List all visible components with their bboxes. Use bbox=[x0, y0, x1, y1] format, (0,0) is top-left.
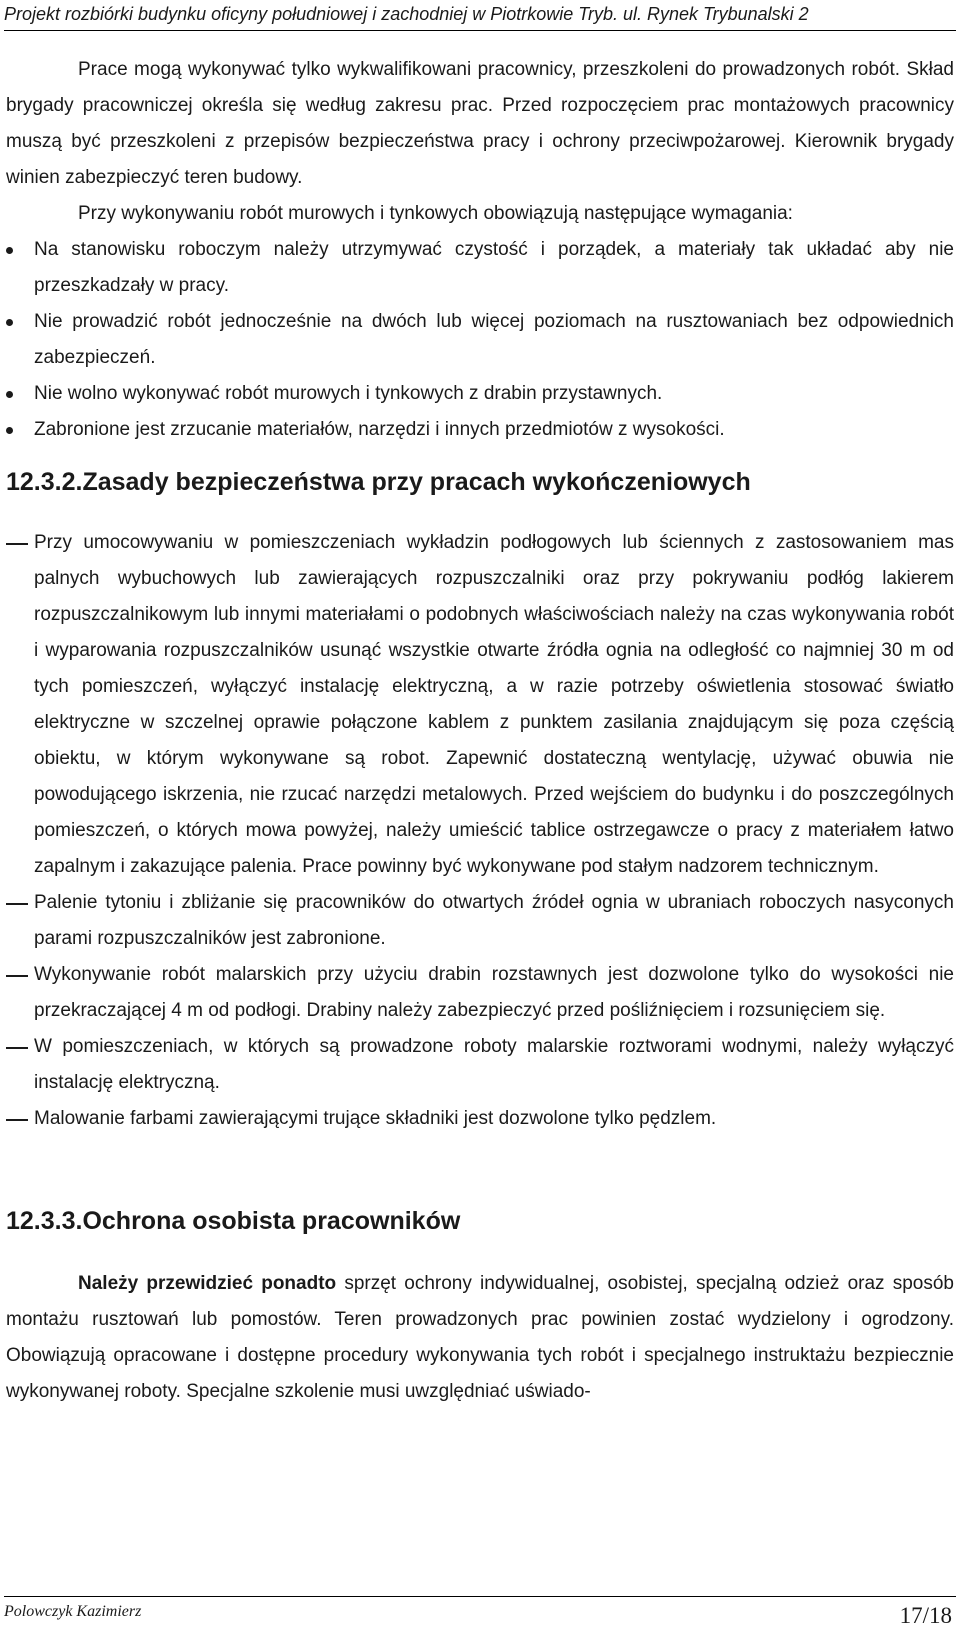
list-item-text: Malowanie farbami zawierającymi trujące składniki jest dozwolone tylko pędzlem. bbox=[34, 1108, 717, 1129]
list-item bbox=[6, 525, 954, 885]
document-body bbox=[6, 52, 954, 1410]
list-item-text: Palenie tytoniu i zbliżanie się pracowników do otwartych źródeł ognia w ubraniach roboczych nasyconych parami rozpuszczalników jest zabronione. bbox=[34, 892, 954, 949]
section1-intro: Przy wykonywaniu robót murowych i tynkowych obowiązują następujące wymagania: bbox=[78, 203, 793, 224]
bullet-icon bbox=[6, 319, 13, 326]
dash-icon bbox=[6, 543, 28, 545]
page-header bbox=[4, 0, 956, 31]
list-item-text: Zabronione jest zrzucanie materiałów, narzędzi i innych przedmiotów z wysokości. bbox=[34, 419, 725, 440]
dash-icon bbox=[6, 903, 28, 905]
section3-lead: Należy przewidzieć ponadto bbox=[78, 1273, 337, 1294]
page-footer bbox=[4, 1596, 956, 1635]
requirements-list bbox=[6, 232, 954, 448]
list-item-text: Na stanowisku roboczym należy utrzymywać czystość i porządek, a materiały tak układać aby nie przeszkadzały w pracy. bbox=[34, 239, 954, 296]
list-item bbox=[6, 1029, 954, 1101]
header-title: Projekt rozbiórki budynku oficyny południowej i zachodniej w Piotrkowie Tryb. ul. Rynek Trybunalski 2 bbox=[4, 4, 809, 24]
dash-icon bbox=[6, 975, 28, 977]
list-item-text: Nie prowadzić robót jednocześnie na dwóch lub więcej poziomach na rusztowaniach bez odpowiednich zabezpieczeń. bbox=[34, 311, 954, 368]
list-item-text: Nie wolno wykonywać robót murowych i tynkowych z drabin przystawnych. bbox=[34, 383, 663, 404]
bullet-icon bbox=[6, 391, 13, 398]
section3-paragraph bbox=[6, 1266, 954, 1410]
footer-author: Polowczyk Kazimierz bbox=[4, 1603, 142, 1620]
section-heading-protection: 12.3.3.Ochrona osobista pracowników bbox=[6, 1207, 461, 1235]
section3-rest: sprzęt ochrony indywidualnej, osobistej, specjalną odzież oraz sposób montażu rusztowań lub pomostów. Teren prowadzonych prac powinien zostać wydzielony i ogrodzony. Obowiązują opracowane i dostępne procedury wykonywania tych robót i specjalnego instruktażu bezpiecznie wykonywanej roboty. Specjalne szkolenie musi uwzględniać uświado- bbox=[6, 1273, 954, 1402]
list-item bbox=[6, 885, 954, 957]
list-item-text: Przy umocowywaniu w pomieszczeniach wykładzin podłogowych lub ściennych z zastosowaniem mas palnych wybuchowych lub zawierających rozpuszczalniki oraz przy pokrywaniu podłóg lakierem rozpuszczalnikowym lub innymi materiałami o podobnych właściwościach należy na czas wykonywania robót i wyparowania rozpuszczalników usunąć wszystkie otwarte źródła ognia na odległość co najmniej 30 m od tych pomieszczeń, wyłączyć instalację elektryczną, a w razie potrzeby oświetlenia stosować światło elektryczne w szczelnej oprawie połączone kablem z punktem zasilania znajdującym się poza częścią obiektu, w którym wykonywane są robot. Zapewnić dostateczną wentylację, używać obuwia nie powodującego iskrzenia, nie rzucać narzędzi metalowych. Przed wejściem do budynku i do poszczególnych pomieszczeń, o których mowa powyżej, należy umieścić tablice ostrzegawcze o pracy z materiałem łatwo zapalnym i zakazujące palenia. Prace powinny być wykonywane pod stałym nadzorem technicznym. bbox=[34, 532, 954, 877]
finishing-rules-list bbox=[6, 525, 954, 1137]
list-item-text: W pomieszczeniach, w których są prowadzone roboty malarskie roztworami wodnymi, należy wyłączyć instalację elektryczną. bbox=[34, 1036, 954, 1093]
bullet-icon bbox=[6, 427, 13, 434]
section-heading-finishing: 12.3.2.Zasady bezpieczeństwa przy pracach wykończeniowych bbox=[6, 468, 751, 496]
page-number: 17/18 bbox=[899, 1603, 952, 1628]
dash-icon bbox=[6, 1047, 28, 1049]
list-item bbox=[6, 957, 954, 1029]
dash-icon bbox=[6, 1119, 28, 1121]
bullet-icon bbox=[6, 247, 13, 254]
list-item bbox=[6, 412, 954, 448]
section1-paragraph: Prace mogą wykonywać tylko wykwalifikowani pracownicy, przeszkoleni do prowadzonych robót. Skład brygady pracowniczej określa się według zakresu prac. Przed rozpoczęciem prac montażowych pracownicy muszą być przeszkoleni z przepisów bezpieczeństwa pracy i ochrony przeciwpożarowej. Kierownik brygady winien zabezpieczyć teren budowy. bbox=[6, 59, 954, 188]
list-item bbox=[6, 1101, 954, 1137]
list-item-text: Wykonywanie robót malarskich przy użyciu drabin rozstawnych jest dozwolone tylko do wysokości nie przekraczającej 4 m od podłogi. Drabiny należy zabezpieczyć przed pośliźnięciem i rozsunięciem się. bbox=[34, 964, 954, 1021]
list-item bbox=[6, 232, 954, 304]
list-item bbox=[6, 304, 954, 376]
list-item bbox=[6, 376, 954, 412]
